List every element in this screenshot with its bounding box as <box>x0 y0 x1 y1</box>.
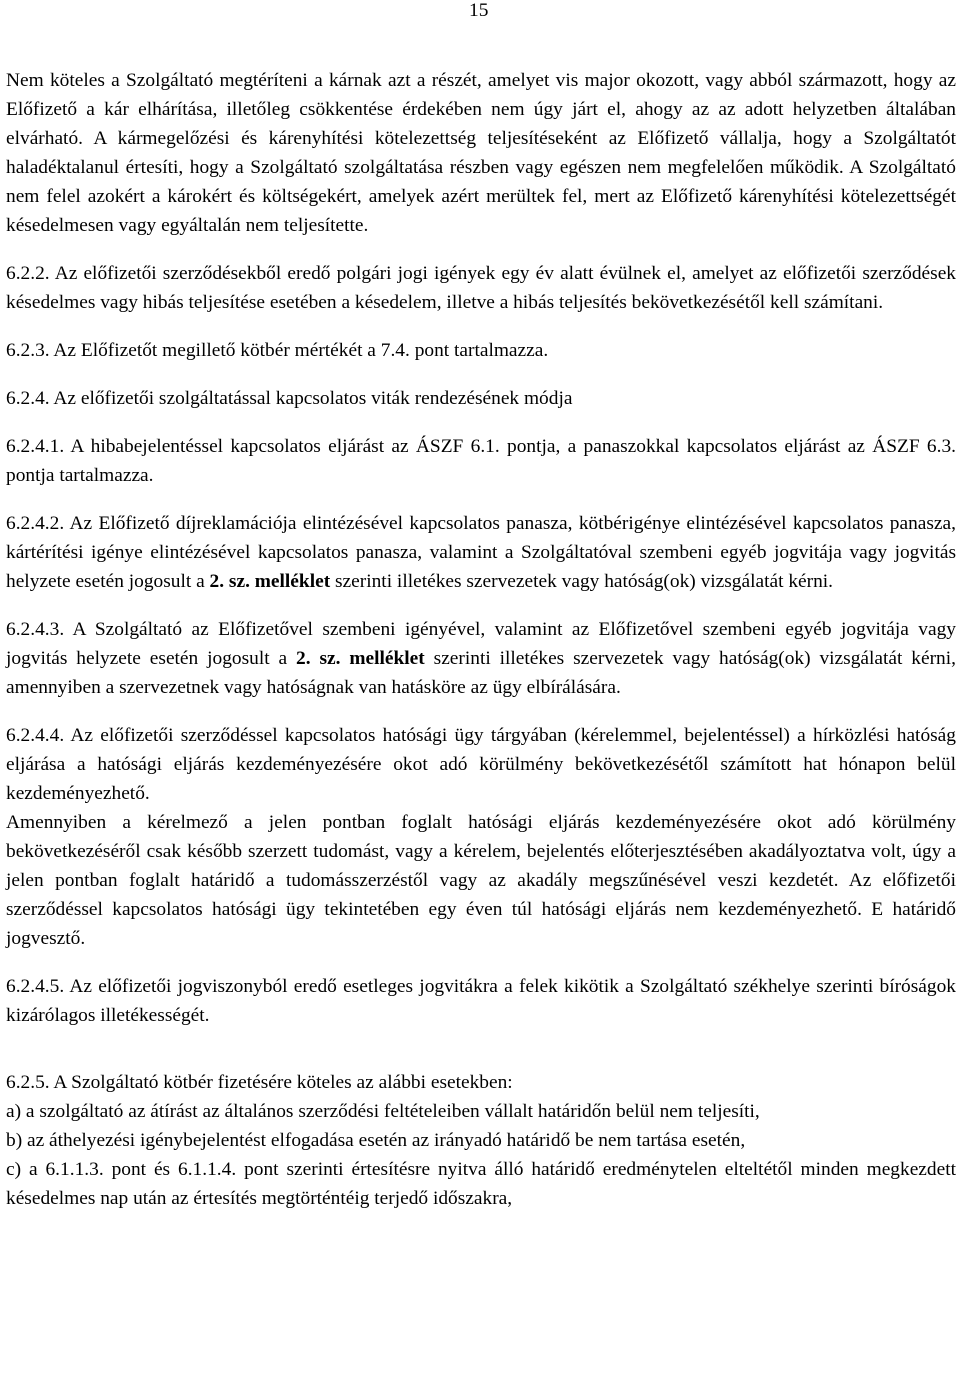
annex-reference: 2. sz. melléklet <box>296 648 425 669</box>
paragraph-6-2-4-3 <box>6 615 956 702</box>
page-number: 15 <box>469 0 489 21</box>
paragraph-6-2-4-2 <box>6 509 956 596</box>
list-item: c) a 6.1.1.3. pont és 6.1.1.4. pont szerinti értesítésre nyitva álló határidő eredménytelen elteltétől minden megkezdett késedelmes nap után az értesítés megtörténtéig terjedő időszakra, <box>6 1159 956 1209</box>
paragraph-6-2-4-4-continuation: Amennyiben a kérelmező a jelen pontban foglalt hatósági eljárás kezdeményezésére okot adó körülmény bekövetkezéséről csak később szerzett tudomást, vagy a kérelem, bejelentés előterjesztésében akadályoztatva volt, úgy a jelen pontban foglalt határidő a tudomásszerzéstől vagy az akadály megszűnésével veszi kezdetét. Az előfizetői szerződéssel kapcsolatos hatósági ügy tekintetében egy éven túl hatósági eljárás nem kezdeményezhető. E határidő jogvesztő. <box>6 812 956 949</box>
paragraph-6-2-3: 6.2.3. Az Előfizetőt megillető kötbér mértékét a 7.4. pont tartalmazza. <box>6 340 549 361</box>
paragraph-6-2-2: 6.2.2. Az előfizetői szerződésekből eredő polgári jogi igények egy év alatt évülnek el, amelyet az előfizetői szerződések késedelmes vagy hibás teljesítése esetében a késedelem, illetve a hibás teljesítés bekövetkezésétől kell számítani. <box>6 263 956 313</box>
paragraph-6-2-4-5: 6.2.4.5. Az előfizetői jogviszonyból eredő esetleges jogvitákra a felek kikötik a Szolgáltató székhelye szerinti bíróságok kizárólagos illetékességét. <box>6 976 956 1026</box>
list-item: a) a szolgáltató az átírást az általános szerződési feltételeiben vállalt határidőn belül nem teljesíti, <box>6 1101 760 1122</box>
paragraph-damages-exclusion: Nem köteles a Szolgáltató megtéríteni a kárnak azt a részét, amelyet vis major okozott, vagy abból származott, hogy az Előfizető a kár elhárítása, illetőleg csökkentése érdekében nem úgy járt el, ahogy az az adott helyzetben általában elvárható. A kármegelőzési és kárenyhítési kötelezettség teljesítéseként az Előfizető vállalja, hogy a Szolgáltatót haladéktalanul értesíti, hogy a Szolgáltató szolgáltatása részben vagy egészen nem megfelelően működik. A Szolgáltató nem felel azokért a károkért és költségekért, amelyek azért merültek fel, mert az Előfizető kárenyhítési kötelezettségét késedelmesen vagy egyáltalán nem teljesítette. <box>6 70 956 236</box>
list-item: b) az áthelyezési igénybejelentést elfogadása esetén az irányadó határidő be nem tartása esetén, <box>6 1130 746 1151</box>
paragraph-6-2-4-4: 6.2.4.4. Az előfizetői szerződéssel kapcsolatos hatósági ügy tárgyában (kérelemmel, bejelentéssel) a hírközlési hatóság eljárása a hatósági eljárás kezdeményezésére okot adó körülmény bekövetkezésétől számított hat hónapon belül kezdeményezhető. <box>6 725 956 804</box>
paragraph-6-2-4-3-text-b: szerinti illetékes szervezetek vagy hatóság(ok) vizsgálatát kérni, amennyiben a szervezetnek vagy hatóságnak van hatásköre az ügy elbírálására. <box>6 648 956 698</box>
paragraph-6-2-5: 6.2.5. A Szolgáltató kötbér fizetésére köteles az alábbi esetekben: <box>6 1072 513 1093</box>
paragraph-6-2-4-2-text-b: szerinti illetékes szervezetek vagy hatóság(ok) vizsgálatát kérni. <box>330 571 834 592</box>
annex-reference: 2. sz. melléklet <box>209 571 331 592</box>
paragraph-6-2-4-3-text-a: 6.2.4.3. A Szolgáltató az Előfizetővel szembeni igényével, valamint az Előfizetővel szembeni egyéb jogvitája vagy jogvitás helyzete esetén jogosult a <box>6 619 956 669</box>
document-body <box>6 66 956 1213</box>
paragraph-6-2-4-2-text-a: 6.2.4.2. Az Előfizető díjreklamációja elintézésével kapcsolatos panasza, kötbérigénye elintézésével kapcsolatos panasza, kártérítési igénye elintézésével kapcsolatos panasza, valamint a Szolgáltatóval szembeni egyéb jogvitája vagy jogvitás helyzete esetén jogosult a <box>6 513 956 592</box>
paragraph-6-2-4-1: 6.2.4.1. A hibabejelentéssel kapcsolatos eljárást az ÁSZF 6.1. pontja, a panaszokkal kapcsolatos eljárást az ÁSZF 6.3. pontja tartalmazza. <box>6 436 956 486</box>
paragraph-6-2-4: 6.2.4. Az előfizetői szolgáltatással kapcsolatos viták rendezésének módja <box>6 388 573 409</box>
